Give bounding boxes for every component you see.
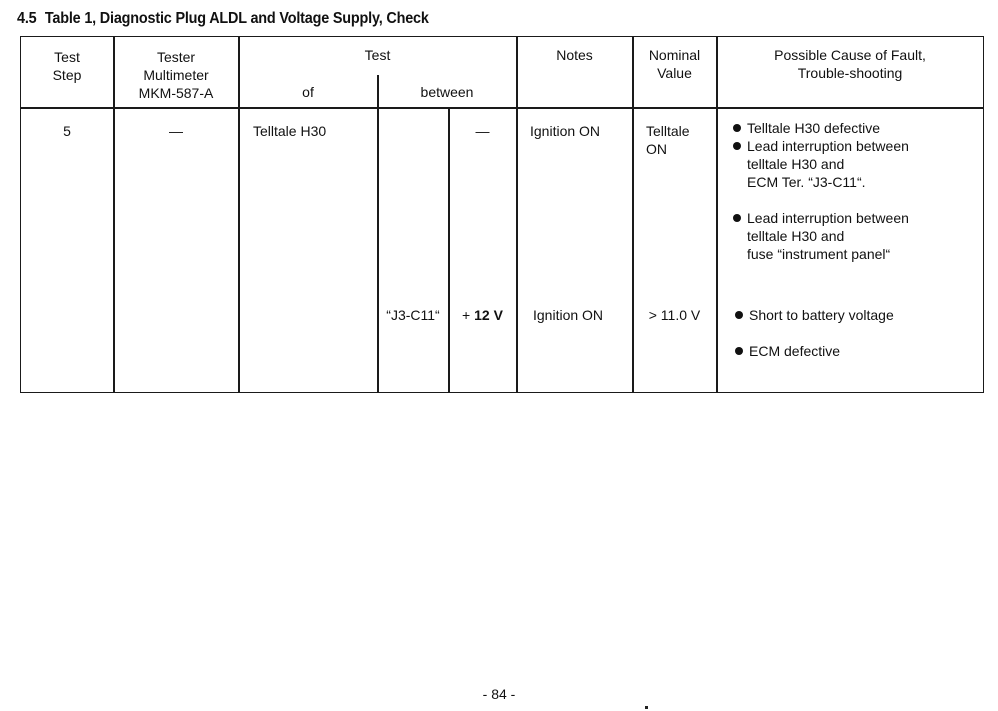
column-divider [448, 107, 450, 392]
row2-notes: Ignition ON [533, 307, 604, 323]
header-test: Test [364, 47, 391, 63]
scan-artifact [645, 706, 648, 709]
row1-notes: Ignition ON [530, 123, 601, 139]
section-title [17, 10, 429, 28]
section-title-text: Table 1, Diagnostic Plug ALDL and Voltage Supply, Check [44, 10, 429, 27]
column-divider [716, 37, 718, 392]
header-test-of: of [302, 84, 314, 100]
header-nominal-value: Nominal Value [648, 47, 701, 81]
list-item: Lead interruption between telltale H30 and fuse “instrument panel“ [732, 209, 909, 263]
header-divider [21, 107, 983, 109]
column-divider [632, 37, 634, 392]
list-item: Telltale H30 defective [732, 119, 909, 137]
column-divider [377, 75, 379, 392]
row2-between-a: “J3-C11“ [386, 307, 440, 323]
page-number: - 84 - [482, 686, 516, 702]
row2-cause-list [734, 306, 894, 360]
row1-cause-list [732, 119, 909, 263]
row1-test-of: Telltale H30 [253, 123, 327, 139]
list-item: ECM defective [734, 342, 894, 360]
list-item: Lead interruption between telltale H30 and ECM Ter. “J3-C11“. [732, 137, 909, 191]
column-divider [516, 37, 518, 392]
row1-between-b: — [475, 123, 490, 139]
row2-nominal-value: > 11.0 V [648, 307, 701, 323]
header-test-between: between [420, 84, 474, 100]
header-tester: Tester Multimeter MKM-587-A [138, 49, 214, 101]
row2-between-b: + 12 V [462, 307, 503, 323]
list-item: Short to battery voltage [734, 306, 894, 324]
diagnostic-table [20, 36, 984, 393]
header-test-step: Test Step [52, 49, 82, 83]
row1-tester: — [169, 123, 183, 139]
row1-test-step: 5 [63, 123, 71, 139]
row1-nominal-value: Telltale ON [646, 123, 690, 157]
header-notes: Notes [556, 47, 593, 63]
header-possible-cause: Possible Cause of Fault, Trouble-shooting [774, 47, 926, 81]
section-number: 4.5 [17, 10, 37, 27]
